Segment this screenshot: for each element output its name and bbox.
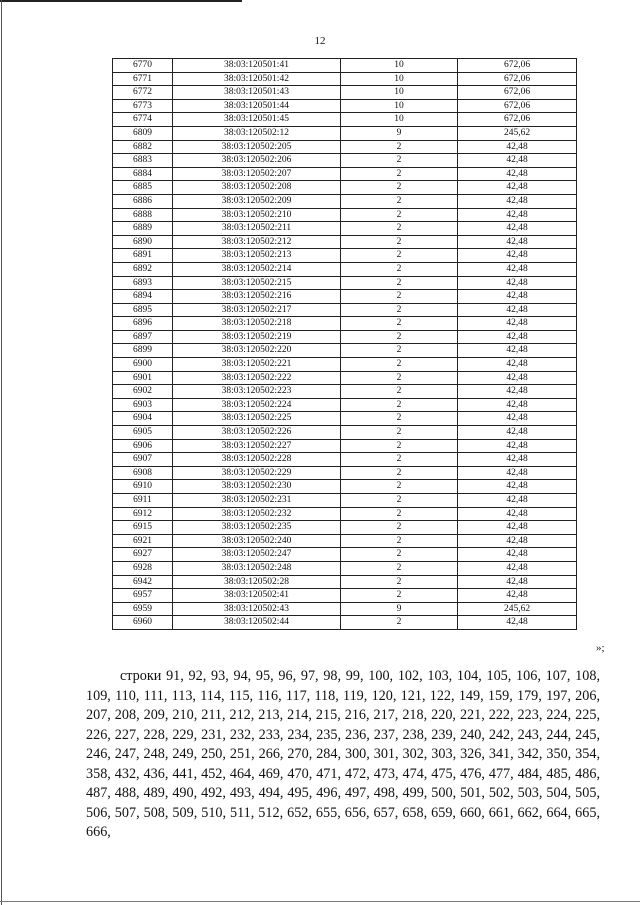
records-table xyxy=(112,58,577,630)
table-row xyxy=(113,249,577,263)
count-cell: 2 xyxy=(341,290,458,304)
cadastral-number-cell: 38:03:120502:41 xyxy=(173,589,341,603)
count-cell: 2 xyxy=(341,330,458,344)
cadastral-number-cell: 38:03:120502:205 xyxy=(173,140,341,154)
row-number-cell: 6809 xyxy=(113,126,173,140)
records-table-body xyxy=(113,59,577,630)
row-number-cell: 6904 xyxy=(113,412,173,426)
cadastral-number-cell: 38:03:120502:216 xyxy=(173,290,341,304)
row-number-cell: 6892 xyxy=(113,262,173,276)
count-cell: 2 xyxy=(341,358,458,372)
table-row xyxy=(113,371,577,385)
count-cell: 2 xyxy=(341,371,458,385)
amount-cell: 245,62 xyxy=(458,126,577,140)
cadastral-number-cell: 38:03:120502:206 xyxy=(173,154,341,168)
cadastral-number-cell: 38:03:120501:41 xyxy=(173,59,341,73)
amount-cell: 42,48 xyxy=(458,303,577,317)
amount-cell: 42,48 xyxy=(458,290,577,304)
count-cell: 2 xyxy=(341,276,458,290)
cadastral-number-cell: 38:03:120502:219 xyxy=(173,330,341,344)
row-number-cell: 6895 xyxy=(113,303,173,317)
row-number-cell: 6894 xyxy=(113,290,173,304)
table-row xyxy=(113,453,577,467)
cadastral-number-cell: 38:03:120502:212 xyxy=(173,235,341,249)
cadastral-number-cell: 38:03:120502:12 xyxy=(173,126,341,140)
table-row xyxy=(113,548,577,562)
row-number-cell: 6897 xyxy=(113,330,173,344)
count-cell: 9 xyxy=(341,602,458,616)
count-cell: 2 xyxy=(341,398,458,412)
amount-cell: 42,48 xyxy=(458,521,577,535)
amount-cell: 42,48 xyxy=(458,534,577,548)
cadastral-number-cell: 38:03:120502:223 xyxy=(173,385,341,399)
row-number-cell: 6896 xyxy=(113,317,173,331)
cadastral-number-cell: 38:03:120502:211 xyxy=(173,222,341,236)
amount-cell: 42,48 xyxy=(458,276,577,290)
cadastral-number-cell: 38:03:120502:231 xyxy=(173,494,341,508)
row-number-cell: 6905 xyxy=(113,426,173,440)
amount-cell: 42,48 xyxy=(458,439,577,453)
table-row xyxy=(113,72,577,86)
amount-cell: 42,48 xyxy=(458,480,577,494)
cadastral-number-cell: 38:03:120502:213 xyxy=(173,249,341,263)
row-number-cell: 6907 xyxy=(113,453,173,467)
count-cell: 2 xyxy=(341,534,458,548)
amount-cell: 42,48 xyxy=(458,262,577,276)
row-number-cell: 6915 xyxy=(113,521,173,535)
table-row xyxy=(113,99,577,113)
cadastral-number-cell: 38:03:120502:222 xyxy=(173,371,341,385)
table-row xyxy=(113,290,577,304)
cadastral-number-cell: 38:03:120502:235 xyxy=(173,521,341,535)
row-number-cell: 6902 xyxy=(113,385,173,399)
cadastral-number-cell: 38:03:120502:248 xyxy=(173,561,341,575)
table-row xyxy=(113,358,577,372)
row-number-cell: 6772 xyxy=(113,86,173,100)
amount-cell: 672,06 xyxy=(458,59,577,73)
row-number-cell: 6770 xyxy=(113,59,173,73)
bottom-scan-rule xyxy=(0,901,640,902)
row-number-cell: 6771 xyxy=(113,72,173,86)
table-row xyxy=(113,140,577,154)
table-row xyxy=(113,507,577,521)
cadastral-number-cell: 38:03:120502:217 xyxy=(173,303,341,317)
cadastral-number-cell: 38:03:120502:209 xyxy=(173,194,341,208)
table-row xyxy=(113,303,577,317)
table-row xyxy=(113,398,577,412)
cadastral-number-cell: 38:03:120502:210 xyxy=(173,208,341,222)
table-row xyxy=(113,521,577,535)
row-number-cell: 6959 xyxy=(113,602,173,616)
closing-quote-mark: »; xyxy=(596,642,605,654)
count-cell: 2 xyxy=(341,154,458,168)
cadastral-number-cell: 38:03:120502:230 xyxy=(173,480,341,494)
table-row xyxy=(113,344,577,358)
row-number-cell: 6912 xyxy=(113,507,173,521)
table-row xyxy=(113,330,577,344)
count-cell: 2 xyxy=(341,262,458,276)
row-number-cell: 6893 xyxy=(113,276,173,290)
amount-cell: 42,48 xyxy=(458,453,577,467)
row-number-cell: 6886 xyxy=(113,194,173,208)
table-row xyxy=(113,276,577,290)
amount-cell: 42,48 xyxy=(458,140,577,154)
cadastral-number-cell: 38:03:120502:226 xyxy=(173,426,341,440)
table-row xyxy=(113,113,577,127)
row-number-cell: 6884 xyxy=(113,167,173,181)
count-cell: 2 xyxy=(341,439,458,453)
amount-cell: 42,48 xyxy=(458,222,577,236)
count-cell: 2 xyxy=(341,303,458,317)
table-row xyxy=(113,439,577,453)
amount-cell: 42,48 xyxy=(458,507,577,521)
amount-cell: 42,48 xyxy=(458,589,577,603)
count-cell: 2 xyxy=(341,494,458,508)
cadastral-number-cell: 38:03:120502:232 xyxy=(173,507,341,521)
table-row xyxy=(113,466,577,480)
table-row xyxy=(113,385,577,399)
count-cell: 10 xyxy=(341,99,458,113)
cadastral-number-cell: 38:03:120502:229 xyxy=(173,466,341,480)
table-row xyxy=(113,235,577,249)
count-cell: 2 xyxy=(341,167,458,181)
row-number-cell: 6891 xyxy=(113,249,173,263)
count-cell: 10 xyxy=(341,59,458,73)
table-row xyxy=(113,317,577,331)
count-cell: 2 xyxy=(341,222,458,236)
cadastral-number-cell: 38:03:120501:43 xyxy=(173,86,341,100)
count-cell: 10 xyxy=(341,72,458,86)
cadastral-number-cell: 38:03:120502:28 xyxy=(173,575,341,589)
count-cell: 10 xyxy=(341,86,458,100)
amount-cell: 42,48 xyxy=(458,412,577,426)
row-number-cell: 6921 xyxy=(113,534,173,548)
count-cell: 2 xyxy=(341,561,458,575)
count-cell: 2 xyxy=(341,575,458,589)
cadastral-number-cell: 38:03:120502:221 xyxy=(173,358,341,372)
amount-cell: 42,48 xyxy=(458,344,577,358)
cadastral-number-cell: 38:03:120502:214 xyxy=(173,262,341,276)
amount-cell: 42,48 xyxy=(458,181,577,195)
table-row xyxy=(113,602,577,616)
row-number-cell: 6928 xyxy=(113,561,173,575)
row-number-cell: 6889 xyxy=(113,222,173,236)
cadastral-number-cell: 38:03:120502:218 xyxy=(173,317,341,331)
row-number-cell: 6900 xyxy=(113,358,173,372)
count-cell: 2 xyxy=(341,521,458,535)
count-cell: 2 xyxy=(341,548,458,562)
amount-cell: 42,48 xyxy=(458,358,577,372)
row-number-cell: 6942 xyxy=(113,575,173,589)
table-row xyxy=(113,494,577,508)
row-number-cell: 6885 xyxy=(113,181,173,195)
count-cell: 10 xyxy=(341,113,458,127)
cadastral-number-cell: 38:03:120502:240 xyxy=(173,534,341,548)
row-number-cell: 6906 xyxy=(113,439,173,453)
count-cell: 2 xyxy=(341,194,458,208)
table-row xyxy=(113,534,577,548)
count-cell: 2 xyxy=(341,616,458,630)
count-cell: 2 xyxy=(341,480,458,494)
amount-cell: 42,48 xyxy=(458,548,577,562)
row-number-cell: 6888 xyxy=(113,208,173,222)
table-row xyxy=(113,480,577,494)
amount-cell: 42,48 xyxy=(458,385,577,399)
count-cell: 2 xyxy=(341,181,458,195)
table-row xyxy=(113,126,577,140)
amount-cell: 42,48 xyxy=(458,494,577,508)
count-cell: 2 xyxy=(341,208,458,222)
amount-cell: 42,48 xyxy=(458,575,577,589)
count-cell: 2 xyxy=(341,317,458,331)
amount-cell: 42,48 xyxy=(458,249,577,263)
cadastral-number-cell: 38:03:120502:208 xyxy=(173,181,341,195)
row-number-cell: 6883 xyxy=(113,154,173,168)
cadastral-number-cell: 38:03:120502:247 xyxy=(173,548,341,562)
table-row xyxy=(113,154,577,168)
table-row xyxy=(113,262,577,276)
cadastral-number-cell: 38:03:120502:227 xyxy=(173,439,341,453)
body-paragraph: строки 91, 92, 93, 94, 95, 96, 97, 98, 99, 100, 102, 103, 104, 105, 106, 107, 108, 109, 110, 111, 113, 114, 115, 116, 117, 118, 119, 120, 121, 122, 149, 159, 179, 197, 206, 207, 208, 209, 210, 211, 212, 213, 214, 215, 216, 217, 218, 220, 221, 222, 223, 224, 225, 226, 227, 228, 229, 231, 232, 233, 234, 235, 236, 237, 238, 239, 240, 242, 243, 244, 245, 246, 247, 248, 249, 250, 251, 266, 270, 284, 300, 301, 302, 303, 326, 341, 342, 350, 354, 358, 432, 436, 441, 452, 464, 469, 470, 471, 472, 473, 474, 475, 476, 477, 484, 485, 486, 487, 488, 489, 490, 492, 493, 494, 495, 496, 497, 498, 499, 500, 501, 502, 503, 504, 505, 506, 507, 508, 509, 510, 511, 512, 652, 655, 656, 657, 658, 659, 660, 661, 662, 664, 665, 666, xyxy=(86,668,600,840)
amount-cell: 42,48 xyxy=(458,208,577,222)
count-cell: 2 xyxy=(341,466,458,480)
table-row xyxy=(113,194,577,208)
row-number-cell: 6910 xyxy=(113,480,173,494)
table-row xyxy=(113,426,577,440)
count-cell: 2 xyxy=(341,507,458,521)
amount-cell: 42,48 xyxy=(458,194,577,208)
amount-cell: 42,48 xyxy=(458,330,577,344)
cadastral-number-cell: 38:03:120502:207 xyxy=(173,167,341,181)
amount-cell: 42,48 xyxy=(458,561,577,575)
count-cell: 2 xyxy=(341,344,458,358)
row-number-cell: 6901 xyxy=(113,371,173,385)
table-row xyxy=(113,616,577,630)
left-scan-edge xyxy=(1,0,2,905)
count-cell: 2 xyxy=(341,412,458,426)
row-number-cell: 6957 xyxy=(113,589,173,603)
cadastral-number-cell: 38:03:120501:44 xyxy=(173,99,341,113)
cadastral-number-cell: 38:03:120502:215 xyxy=(173,276,341,290)
table-row xyxy=(113,167,577,181)
count-cell: 2 xyxy=(341,235,458,249)
row-number-cell: 6927 xyxy=(113,548,173,562)
table-row xyxy=(113,412,577,426)
count-cell: 9 xyxy=(341,126,458,140)
amount-cell: 42,48 xyxy=(458,235,577,249)
cadastral-number-cell: 38:03:120502:224 xyxy=(173,398,341,412)
row-number-cell: 6960 xyxy=(113,616,173,630)
amount-cell: 42,48 xyxy=(458,371,577,385)
table-row xyxy=(113,222,577,236)
row-number-cell: 6908 xyxy=(113,466,173,480)
count-cell: 2 xyxy=(341,453,458,467)
cadastral-number-cell: 38:03:120502:44 xyxy=(173,616,341,630)
amount-cell: 42,48 xyxy=(458,167,577,181)
table-row xyxy=(113,59,577,73)
cadastral-number-cell: 38:03:120501:45 xyxy=(173,113,341,127)
cadastral-number-cell: 38:03:120502:220 xyxy=(173,344,341,358)
table-row xyxy=(113,561,577,575)
amount-cell: 42,48 xyxy=(458,466,577,480)
amount-cell: 42,48 xyxy=(458,154,577,168)
page-number: 12 xyxy=(314,35,326,47)
row-number-cell: 6911 xyxy=(113,494,173,508)
amount-cell: 42,48 xyxy=(458,398,577,412)
count-cell: 2 xyxy=(341,249,458,263)
cadastral-number-cell: 38:03:120501:42 xyxy=(173,72,341,86)
amount-cell: 672,06 xyxy=(458,113,577,127)
row-number-cell: 6774 xyxy=(113,113,173,127)
count-cell: 2 xyxy=(341,385,458,399)
count-cell: 2 xyxy=(341,140,458,154)
table-row xyxy=(113,589,577,603)
count-cell: 2 xyxy=(341,589,458,603)
row-number-cell: 6903 xyxy=(113,398,173,412)
cadastral-number-cell: 38:03:120502:43 xyxy=(173,602,341,616)
row-number-cell: 6899 xyxy=(113,344,173,358)
amount-cell: 245,62 xyxy=(458,602,577,616)
amount-cell: 42,48 xyxy=(458,616,577,630)
count-cell: 2 xyxy=(341,426,458,440)
table-row xyxy=(113,181,577,195)
cadastral-number-cell: 38:03:120502:225 xyxy=(173,412,341,426)
table-row xyxy=(113,208,577,222)
top-scan-rule xyxy=(0,0,242,2)
amount-cell: 672,06 xyxy=(458,86,577,100)
amount-cell: 672,06 xyxy=(458,99,577,113)
row-number-cell: 6773 xyxy=(113,99,173,113)
amount-cell: 42,48 xyxy=(458,426,577,440)
row-number-cell: 6882 xyxy=(113,140,173,154)
row-number-cell: 6890 xyxy=(113,235,173,249)
amount-cell: 42,48 xyxy=(458,317,577,331)
cadastral-number-cell: 38:03:120502:228 xyxy=(173,453,341,467)
table-row xyxy=(113,86,577,100)
table-row xyxy=(113,575,577,589)
amount-cell: 672,06 xyxy=(458,72,577,86)
